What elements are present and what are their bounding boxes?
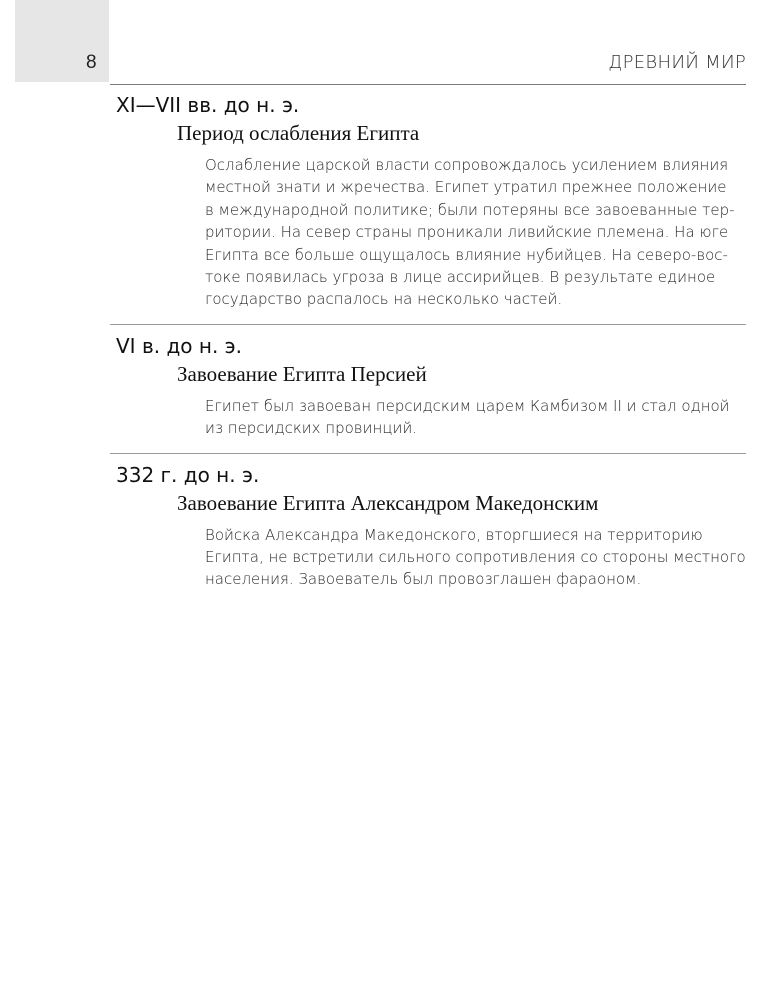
entry-text: [205, 395, 740, 440]
page-number: 8: [86, 52, 97, 73]
text-line: Войска Александра Македонского, вторгшиеся на территорию: [205, 525, 703, 544]
text-line: местной знати и жречества. Египет утратил прежнее положение: [205, 178, 727, 197]
text-line: ритории. На север страны проникали ливийские племена. На юге: [205, 223, 729, 242]
entry-date: XI—VII вв. до н. э.: [116, 93, 300, 117]
entry-title: Период ослабления Египта: [177, 121, 420, 145]
text-line: токе появилась угроза в лице ассирийцев. В результате единое: [205, 268, 716, 287]
entry-title: Завоевание Египта Александром Македонским: [177, 490, 599, 515]
text-line: Египта, не встретили сильного сопротивления со стороны местного: [205, 548, 746, 567]
text-line: населения. Завоеватель был провозглашен фараоном.: [205, 570, 642, 589]
entry-text: [205, 154, 740, 311]
timeline-entry-1: [116, 92, 746, 311]
text-line: Египет был завоеван персидским царем Камбизом II и стал одной: [205, 396, 730, 415]
text-line: государство распалось на несколько частей.: [205, 290, 563, 309]
timeline-entries: [116, 92, 746, 591]
entry-text: [205, 524, 746, 591]
timeline-entry-3: [116, 462, 746, 591]
text-line: Египта все больше ощущалось влияние нубийцев. На северо-вос-: [205, 245, 728, 264]
entry-divider: [110, 324, 746, 325]
entry-date: 332 г. до н. э.: [116, 462, 260, 487]
running-head: ДРЕВНИЙ МИР: [608, 52, 746, 73]
entry-title: Завоевание Египта Персией: [177, 361, 427, 386]
timeline-entry-2: [116, 333, 746, 440]
text-line: Ослабление царской власти сопровождалось усилением влияния: [205, 156, 729, 174]
text-line: из персидских провинций.: [205, 419, 417, 438]
entry-date: VI в. до н. э.: [116, 333, 242, 358]
entry-divider: [110, 453, 746, 454]
text-line: в международной политике; были потеряны все завоеванные тер-: [205, 200, 735, 219]
header-rule: [110, 84, 746, 85]
